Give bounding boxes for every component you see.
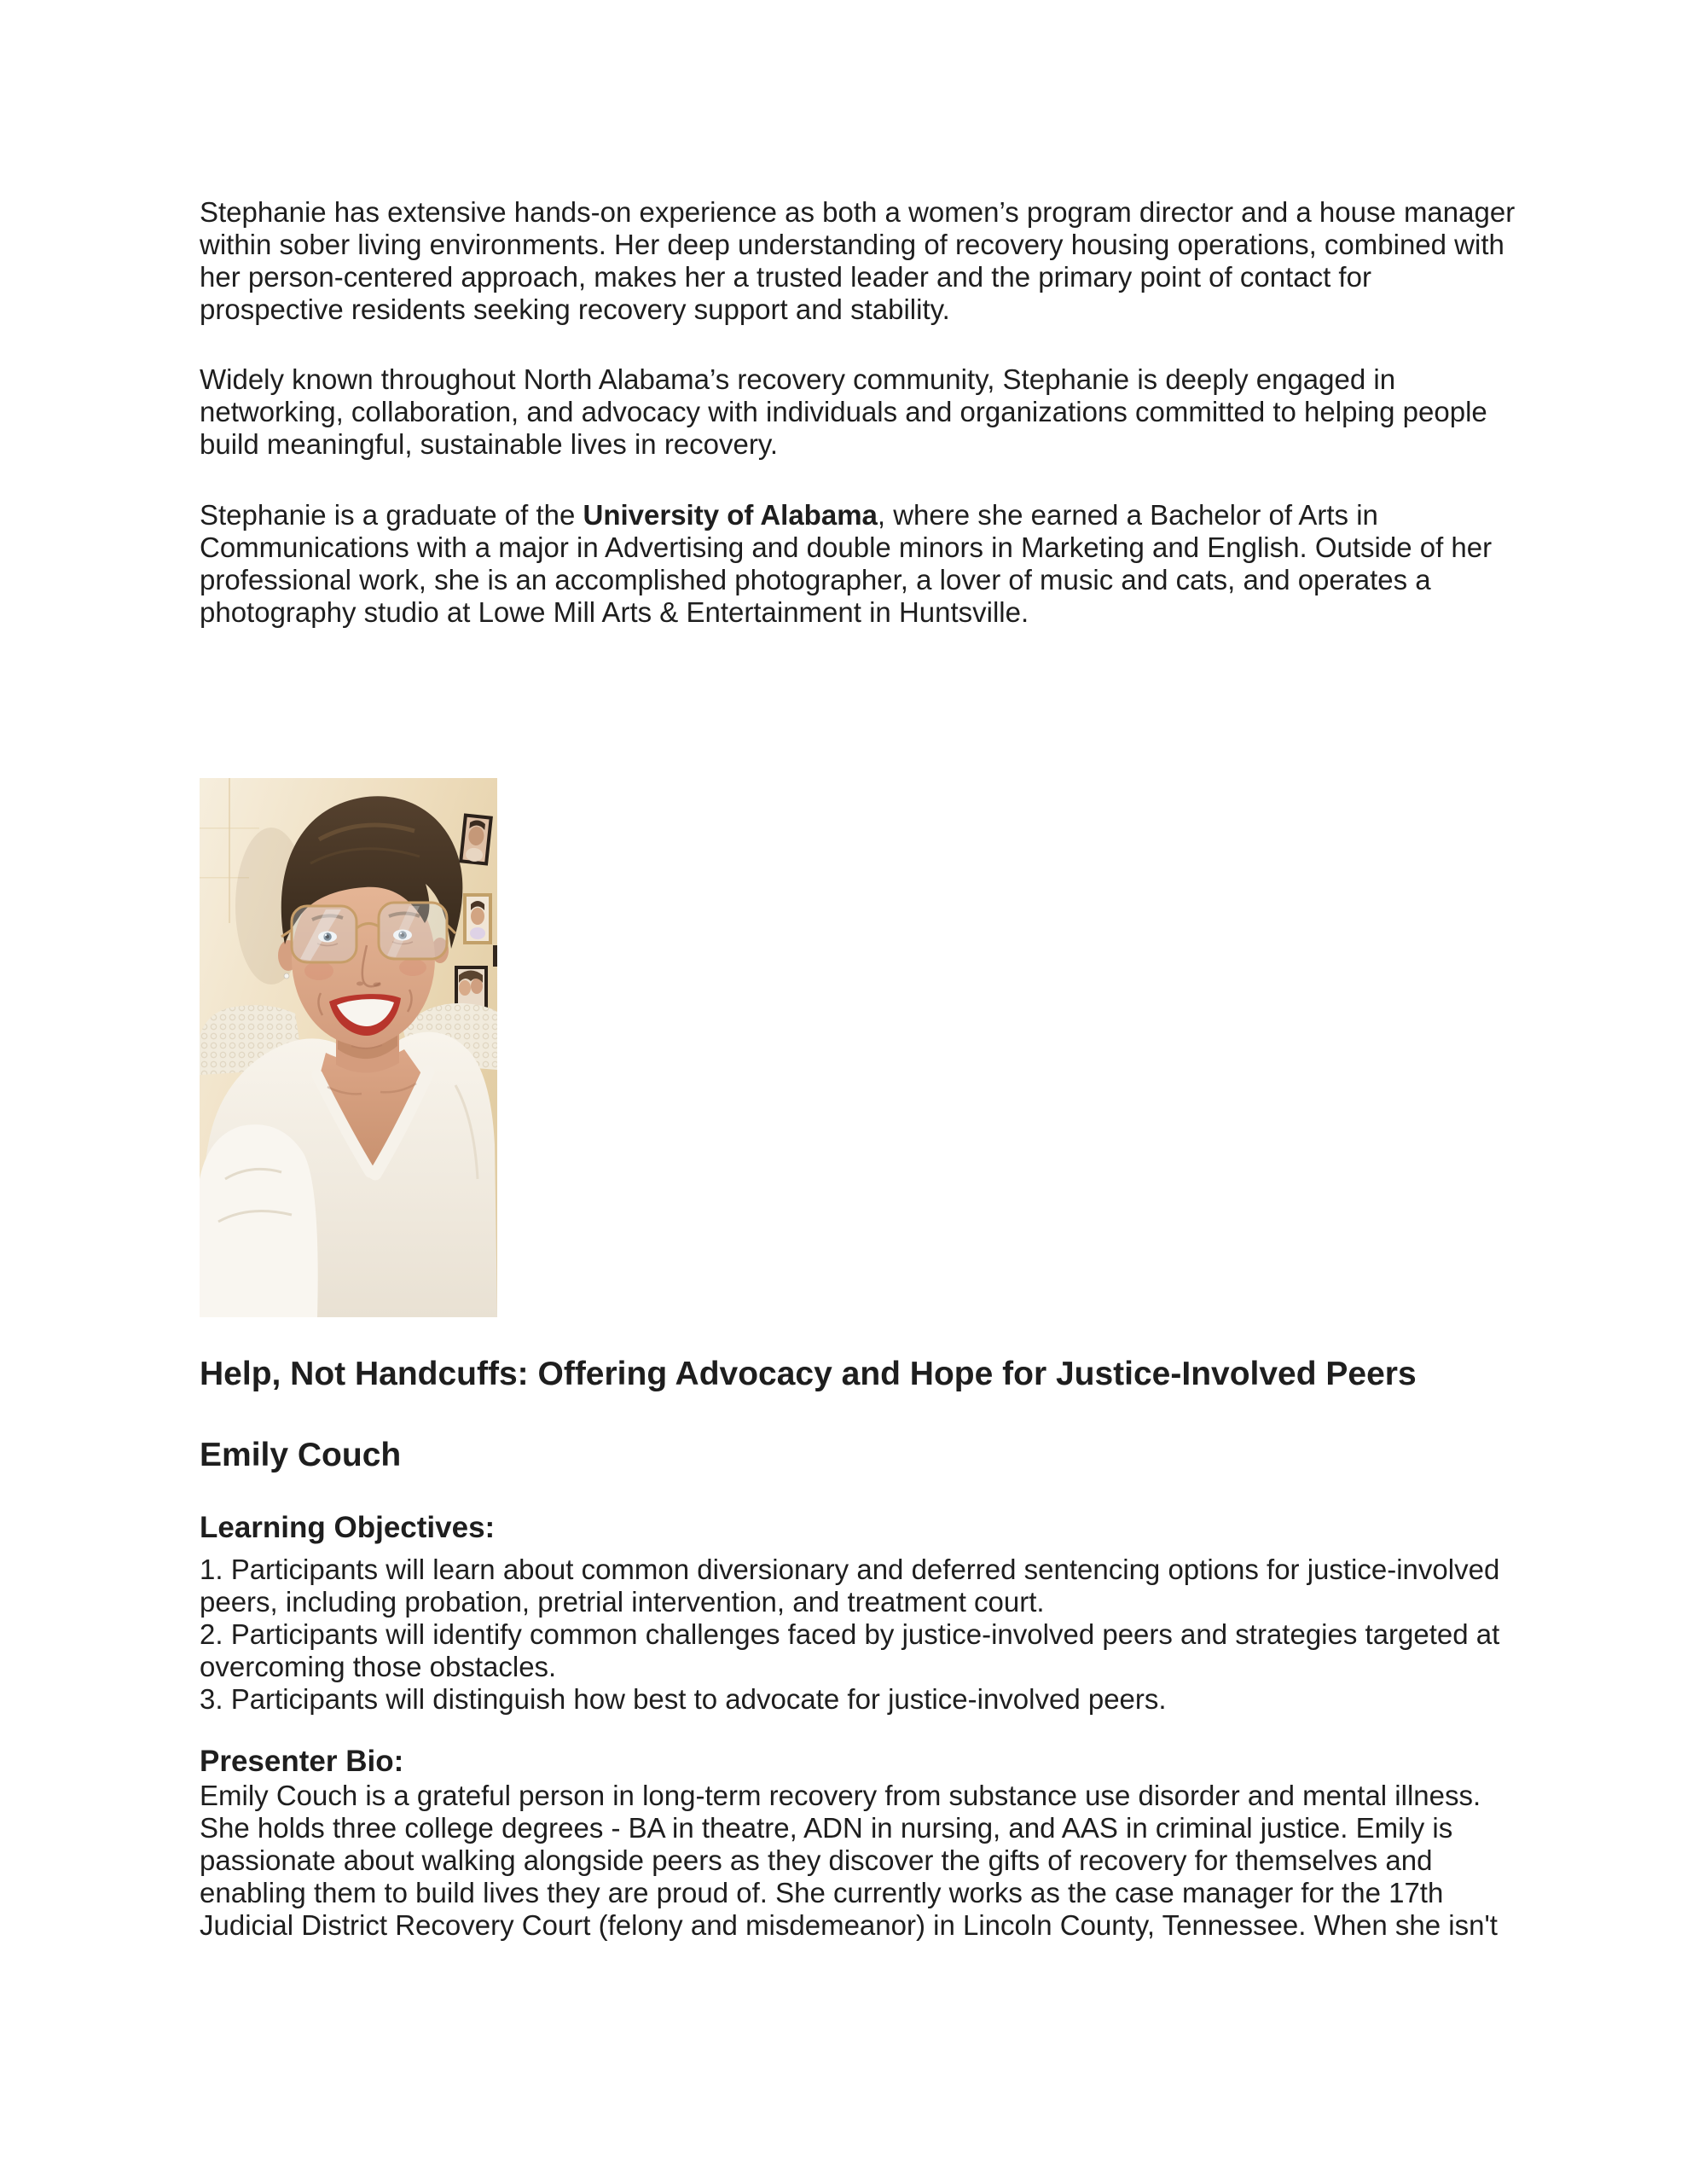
paragraph-stephanie-experience: [200, 196, 1516, 326]
text-line: prospective residents seeking recovery support and stability.: [200, 293, 950, 325]
paragraph-stephanie-education: [200, 499, 1496, 629]
text-line: build meaningful, sustainable lives in recovery.: [200, 428, 779, 460]
text-line: overcoming those obstacles.: [200, 1651, 557, 1682]
presenter-bio-text: [200, 1780, 1496, 1942]
text-line: She holds three college degrees - BA in theatre, ADN in nursing, and AAS in criminal justice. Emily is: [200, 1812, 1453, 1844]
text-line: her person-centered approach, makes her a trusted leader and the primary point of contact for: [200, 261, 1371, 293]
document-content: [200, 0, 1516, 1942]
text-line: Widely known throughout North Alabama’s recovery community, Stephanie is deeply engaged in: [200, 363, 1396, 395]
text-line: Judicial District Recovery Court (felony and misdemeanor) in Lincoln County, Tennessee. When she isn't: [200, 1909, 1498, 1941]
text-line: 1. Participants will learn about common diversionary and deferred sentencing options for justice-involved: [200, 1554, 1500, 1585]
learning-objectives-list: [200, 1554, 1500, 1716]
learning-objectives-label: Learning Objectives:: [200, 1511, 496, 1544]
portrait-selfie-illustration: [200, 778, 497, 1317]
text-line: passionate about walking alongside peers as they discover the gifts of recovery for themselves and: [200, 1844, 1433, 1876]
presenter-bio-label: Presenter Bio:: [200, 1745, 404, 1778]
text-line: Communications with a major in Advertising and double minors in Marketing and English. Outside of her: [200, 531, 1493, 563]
earring: [284, 973, 289, 979]
text-line: Stephanie is a graduate of the University of Alabama, where she earned a Bachelor of Arts in: [200, 499, 1378, 531]
text-line: 3. Participants will distinguish how best to advocate for justice-involved peers.: [200, 1683, 1167, 1715]
presenter-name: Emily Couch: [200, 1437, 402, 1473]
text-line: Stephanie has extensive hands-on experience as both a women’s program director and a house manager: [200, 196, 1516, 228]
text-line: Emily Couch is a grateful person in long-term recovery from substance use disorder and mental illness.: [200, 1780, 1481, 1811]
text-line: photography studio at Lowe Mill Arts & Entertainment in Huntsville.: [200, 596, 1029, 628]
text-line: networking, collaboration, and advocacy with individuals and organizations committed to helping people: [200, 396, 1487, 427]
presenter-photo: [200, 778, 497, 1317]
paragraph-stephanie-community: [200, 363, 1496, 461]
text-line: 2. Participants will identify common challenges faced by justice-involved peers and strategies targeted at: [200, 1618, 1500, 1650]
text-line: peers, including probation, pretrial intervention, and treatment court.: [200, 1586, 1045, 1618]
text-line: enabling them to build lives they are proud of. She currently works as the case manager for the 17th: [200, 1877, 1444, 1908]
session-title: Help, Not Handcuffs: Offering Advocacy and Hope for Justice-Involved Peers: [200, 1356, 1417, 1392]
text-line: within sober living environments. Her deep understanding of recovery housing operations, combined with: [200, 229, 1504, 260]
text-line: professional work, she is an accomplished photographer, a lover of music and cats, and operates a: [200, 564, 1431, 595]
